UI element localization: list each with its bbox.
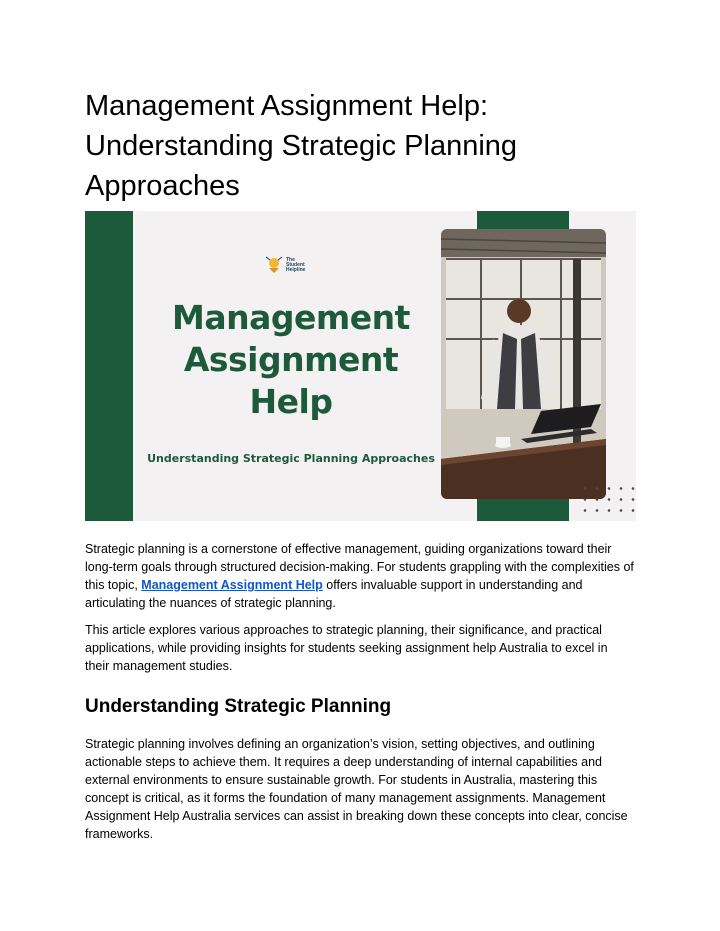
banner-left-accent-bar — [85, 211, 133, 521]
management-assignment-help-link[interactable]: Management Assignment Help — [141, 578, 323, 592]
helpline-mascot-icon — [265, 256, 283, 274]
intro-paragraph — [85, 540, 635, 612]
section-heading: Understanding Strategic Planning — [85, 696, 392, 717]
businessman-laptop-photo — [441, 229, 606, 499]
intro-text-before-link: Strategic planning is a cornerstone of effective management, guiding organizations toward their long-term goals through structured decision-making. For students grappling with the complexities of this topic, — [85, 542, 634, 592]
student-helpline-logo — [265, 256, 314, 274]
dot-grid-decoration — [579, 483, 635, 519]
strategic-planning-paragraph: Strategic planning involves defining an organization’s vision, setting objectives, and outlining actionable steps to achieve them. It requires a deep understanding of internal capabilities and external environments to ensure sustainable growth. For students in Australia, mastering this concept is critical, as it forms the foundation of many management assignments. Management Assignment Help Australia services can assist in breaking down these concepts into clear, concise frameworks. — [85, 737, 628, 841]
banner-headline: Management Assignment Help — [172, 298, 410, 421]
logo-text: The Student Helpline — [286, 256, 306, 273]
photo-illustration — [441, 229, 606, 499]
intro-text-after-link: offers invaluable support in understanding and articulating the nuances of strategic planning. — [85, 578, 583, 610]
article-scope-paragraph: This article explores various approaches to strategic planning, their significance, and practical applications, while providing insights for students seeking assignment help Australia to excel in their management studies. — [85, 623, 608, 673]
banner-subhead: Understanding Strategic Planning Approaches — [147, 452, 435, 465]
document-title: Management Assignment Help: Understanding Strategic Planning Approaches — [85, 90, 518, 202]
banner-image — [85, 211, 636, 521]
